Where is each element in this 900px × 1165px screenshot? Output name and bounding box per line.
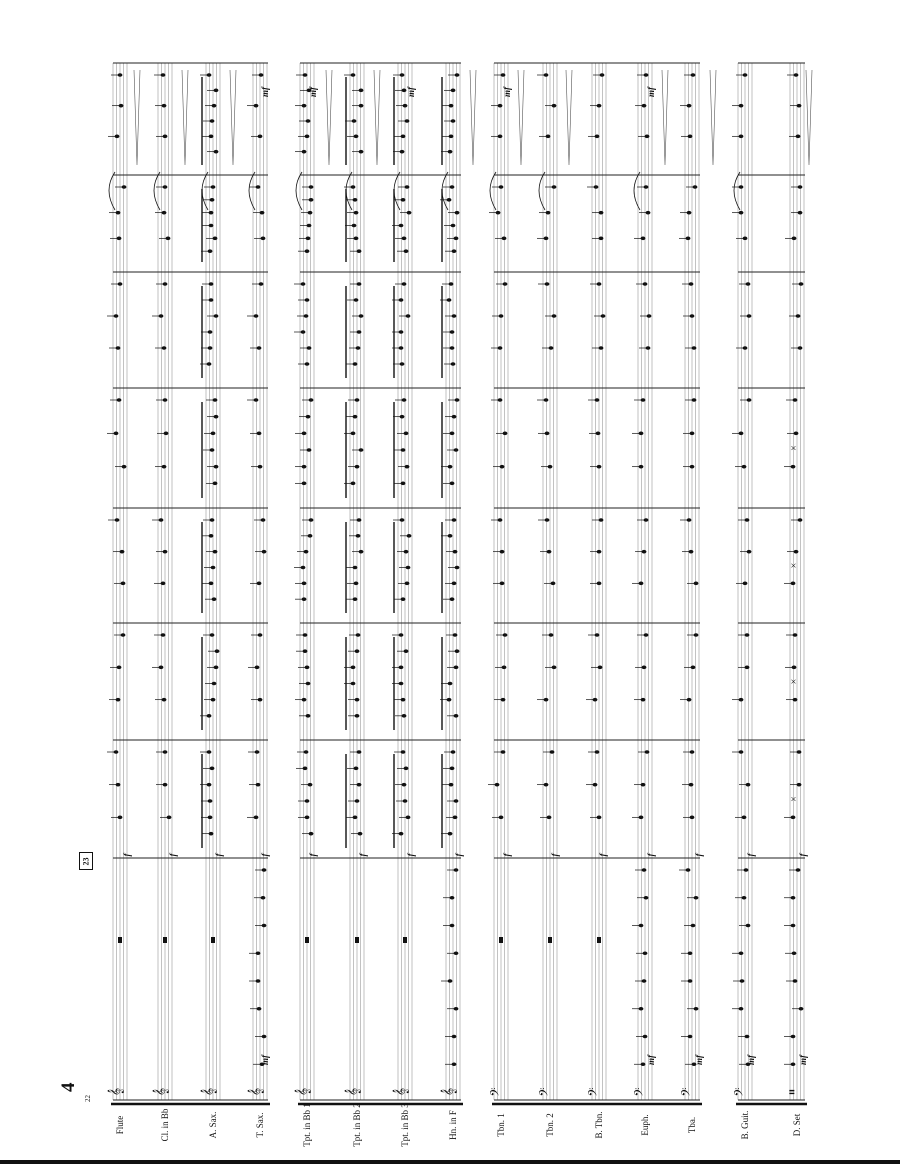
tie-curve	[109, 172, 115, 210]
tie-curve	[634, 172, 640, 210]
whole-rest-icon	[548, 937, 552, 943]
measure-repeat-icon: ×	[789, 445, 800, 451]
dynamic-marking: mf	[694, 1055, 704, 1065]
whole-rest-icon	[305, 937, 309, 943]
hairpin-icon	[134, 70, 140, 165]
hairpin-icon	[470, 70, 476, 165]
treble-clef-icon: 𝄞	[108, 1087, 124, 1097]
hairpin-icon	[374, 70, 380, 165]
dynamic-marking: mf	[646, 1055, 656, 1065]
percussion-clef-icon: 𝄥	[785, 1089, 801, 1095]
dynamic-marking: f	[746, 853, 756, 857]
dynamic-marking: mf	[798, 1055, 808, 1065]
whole-rest-icon	[163, 937, 167, 943]
bass-clef-icon: 𝄢	[733, 1087, 749, 1097]
whole-rest-icon	[499, 937, 503, 943]
tie-curve	[296, 172, 302, 210]
measure-repeat-icon: ×	[789, 562, 800, 569]
instrument-label: B. Guit.	[740, 1110, 750, 1140]
tie-curve	[539, 172, 545, 210]
whole-rest-icon	[355, 937, 359, 943]
instrument-label: Flute	[115, 1115, 125, 1135]
treble-clef-icon: 𝄞	[248, 1087, 264, 1097]
bass-clef-icon: 𝄢	[633, 1087, 649, 1097]
dynamic-marking: f	[646, 853, 656, 857]
dynamic-marking: f	[694, 853, 704, 857]
bass-clef-icon: 𝄢	[489, 1087, 505, 1097]
dynamic-marking: mf	[646, 87, 656, 97]
hairpin-icon	[566, 70, 572, 165]
dynamic-marking: f	[406, 853, 416, 857]
hairpin-icon	[806, 70, 812, 165]
dynamic-marking: mf	[260, 87, 270, 97]
measure-repeat-icon: ×	[789, 796, 800, 802]
hairpin-icon	[182, 70, 188, 165]
whole-rest-icon	[403, 937, 407, 943]
tie-curve	[249, 172, 255, 210]
treble-clef-icon: 𝄞	[153, 1087, 169, 1097]
tie-curve	[734, 172, 740, 210]
treble-clef-icon: 𝄞	[345, 1087, 361, 1097]
instrument-label: Tpt. in Bb 2	[352, 1103, 362, 1147]
instrument-label: Tpt. in Bb 3	[400, 1103, 410, 1147]
measure-number: 22	[84, 1095, 92, 1102]
dynamic-marking: f	[502, 853, 512, 857]
hairpin-icon	[662, 70, 668, 165]
tie-curve	[154, 172, 160, 210]
dynamic-marking: f	[454, 853, 464, 857]
hairpin-icon	[518, 70, 524, 165]
hairpin-icon	[326, 70, 332, 165]
dynamic-marking: mf	[502, 87, 512, 97]
tie-curve	[394, 172, 400, 210]
whole-rest-icon	[211, 937, 215, 943]
measure-repeat-icon: ×	[789, 678, 800, 685]
tie-curve	[346, 172, 352, 210]
dynamic-marking: mf	[746, 1055, 756, 1065]
dynamic-marking: f	[122, 853, 132, 857]
bass-clef-icon: 𝄢	[538, 1087, 554, 1097]
instrument-label: D. Set	[792, 1113, 802, 1137]
instrument-label: Tbn. 1	[496, 1113, 506, 1137]
instrument-label: T. Sax.	[255, 1112, 265, 1138]
instrument-label: Tba.	[687, 1116, 697, 1134]
dynamic-marking: f	[168, 853, 178, 857]
instrument-label: A. Sax.	[208, 1111, 218, 1139]
treble-clef-icon: 𝄞	[393, 1087, 409, 1097]
dynamic-marking: mf	[260, 1055, 270, 1065]
tie-curve	[202, 172, 208, 210]
hairpin-icon	[710, 70, 716, 165]
instrument-label: Cl. in Bb	[160, 1108, 170, 1142]
instrument-label: Tpt. in Bb 1	[302, 1103, 312, 1147]
tie-curve	[442, 172, 448, 210]
treble-clef-icon: 𝄞	[441, 1087, 457, 1097]
page-number: 4	[58, 1082, 79, 1092]
rehearsal-mark	[79, 852, 93, 870]
dynamic-marking: mf	[406, 87, 416, 97]
instrument-label: Hn. in F	[448, 1110, 458, 1140]
page-bottom-rule	[0, 1160, 900, 1164]
dynamic-marking: f	[358, 853, 368, 857]
whole-rest-icon	[597, 937, 601, 943]
bass-clef-icon: 𝄢	[680, 1087, 696, 1097]
instrument-label: Euph.	[640, 1114, 650, 1136]
treble-clef-icon: 𝄞	[295, 1087, 311, 1097]
instrument-label: Tbn. 2	[545, 1113, 555, 1137]
dynamic-marking: f	[550, 853, 560, 857]
tie-curve	[490, 172, 496, 210]
hairpin-icon	[230, 70, 236, 165]
rehearsal-mark-label: 23	[81, 857, 91, 865]
dynamic-marking: f	[260, 853, 270, 857]
dynamic-marking: f	[798, 853, 808, 857]
dynamic-marking: f	[308, 853, 318, 857]
dynamic-marking: f	[214, 853, 224, 857]
dynamic-marking: mf	[308, 87, 318, 97]
instrument-label: B. Tbn.	[594, 1111, 604, 1139]
whole-rest-icon	[118, 937, 122, 943]
treble-clef-icon: 𝄞	[201, 1087, 217, 1097]
bass-clef-icon: 𝄢	[587, 1087, 603, 1097]
dynamic-marking: f	[598, 853, 608, 857]
